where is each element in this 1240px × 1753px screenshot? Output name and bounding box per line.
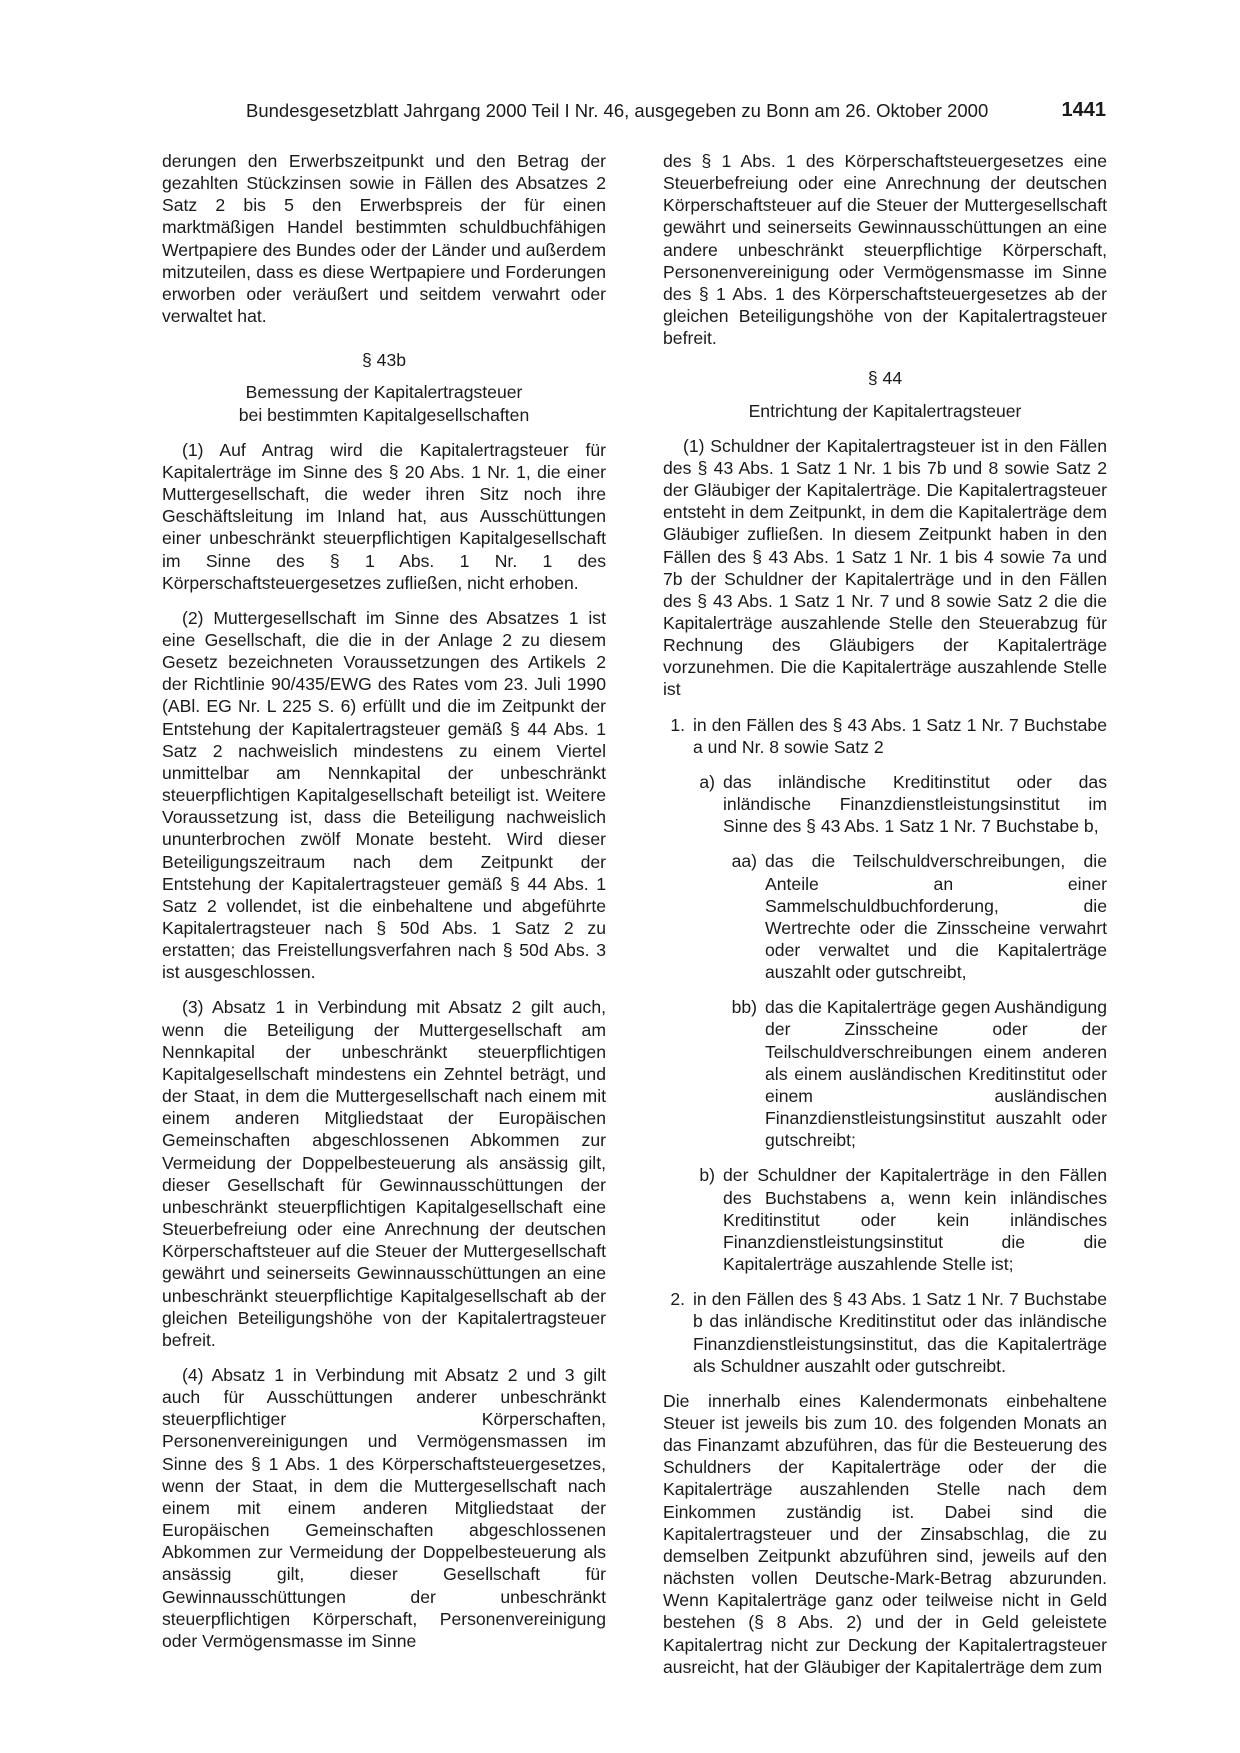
list-item (723, 996, 1107, 1151)
list-item (663, 1288, 1107, 1377)
page-header (246, 98, 1106, 124)
list-marker: 1. (670, 714, 685, 735)
paragraph: (1) Schuldner der Kapitalertragsteuer ist in den Fällen des § 43 Abs. 1 Satz 1 Nr. 1 bis 7b und 8 sowie Satz 2 der Gläubiger der Kapitalerträge. Die Kapitalertragsteuer entsteht in dem Zeitpunkt, in dem die Kapitalerträge dem Gläubiger zufließen. In diesem Zeitpunkt haben in den Fällen des § 43 Abs. 1 Satz 1 Nr. 1 bis 4 sowie 7a und 7b der Schuldner der Kapitalerträge und in den Fällen des § 43 Abs. 1 Satz 1 Nr. 7 und 8 sowie Satz 2 die die Kapitalerträge auszahlende Stelle den Steuerabzug für Rechnung des Gläubigers der Kapitalerträge vorzunehmen. Die die Kapitalerträge auszahlende Stelle ist (663, 435, 1107, 700)
paragraph-continuation: des § 1 Abs. 1 des Körperschaftsteuergesetzes eine Steuerbefreiung oder eine Anrechnung der deutschen Körperschaftsteuer auf die Steuer der Muttergesellschaft gewährt und seinerseits Gewinnausschüttungen an eine andere unbeschränkt steuerpflichtige Körperschaft, Personenvereinigung oder Vermögensmasse im Sinne des § 1 Abs. 1 des Körperschaftsteuergesetzes ab der gleichen Beteiligungshöhe von der Kapitalertragsteuer befreit. (663, 151, 1107, 349)
paragraph: (2) Muttergesellschaft im Sinne des Absatzes 1 ist eine Gesellschaft, die die in der Anlage 2 zu diesem Gesetz bezeichneten Voraussetzungen des Artikels 2 der Richtlinie 90/435/EWG des Rates vom 23. Juli 1990 (ABl. EG Nr. L 225 S. 6) erfüllt und die im Zeitpunkt der Entstehung der Kapitalertragsteuer gemäß § 44 Abs. 1 Satz 2 nachweislich mindestens zu einem Viertel unmittelbar am Nennkapital der unbeschränkt steuerpflichtigen Kapitalgesellschaft beteiligt ist. Weitere Voraussetzung ist, dass die Beteiligung nachweislich ununterbrochen zwölf Monate besteht. Wird dieser Beteiligungszeitraum nach dem Zeitpunkt der Entstehung der Kapitalertragsteuer gemäß § 44 Abs. 1 Satz 2 vollendet, ist die einbehaltene und abgeführte Kapitalertragsteuer nach § 50d Abs. 1 Satz 2 zu erstatten; das Freistellungsverfahren nach § 50d Abs. 3 ist ausgeschlossen. (162, 607, 606, 983)
list-item-text: in den Fällen des § 43 Abs. 1 Satz 1 Nr. 7 Buchstabe b das inländische Kreditinstitut oder das inländische Finanzdienstleistungsinstitut, das die Kapitalerträge als Schuldner auszahlt oder gutschreibt. (693, 1289, 1107, 1376)
list-item (663, 714, 1107, 758)
list-item (723, 850, 1107, 983)
section-title-line: bei bestimmten Kapitalgesellschaften (238, 404, 530, 425)
list-item-text: das inländische Kreditinstitut oder das inländische Finanzdienstleistungsinstitut im Sinne des § 43 Abs. 1 Satz 1 Nr. 7 Buchstabe b, (723, 771, 1107, 837)
section-title: Entrichtung der Kapitalertragsteuer (748, 400, 1022, 421)
paragraph: (1) Auf Antrag wird die Kapitalertragsteuer für Kapitalerträge im Sinne des § 20 Abs. 1 Nr. 1, die einer Muttergesellschaft, die weder ihren Sitz noch ihre Geschäftsleitung im Inland hat, aus Ausschüttungen einer unbeschränkt steuerpflichtigen Kapitalgesellschaft im Sinne des § 1 Abs. 1 Nr. 1 des Körperschaftsteuergesetzes zufließen, nicht erhoben. (162, 439, 606, 593)
left-column (162, 150, 606, 1652)
list-item (693, 771, 1107, 837)
list-marker: 2. (670, 1289, 685, 1310)
section-title-line: Bemessung der Kapitalertragsteuer (245, 382, 523, 403)
list-marker: a) (699, 771, 715, 792)
paragraph: Die innerhalb eines Kalendermonats einbehaltene Steuer ist jeweils bis zum 10. des folgenden Monats an das Finanzamt abzuführen, das für die Besteuerung des Schuldners der Kapitalerträge oder der die Kapitalerträge auszahlenden Stelle nach dem Einkommen zuständig ist. Dabei sind die Kapitalertragsteuer und der Zinsabschlag, die zu demselben Zeitpunkt abzuführen sind, jeweils auf den nächsten vollen Deutsche-Mark-Betrag abzurunden. Wenn Kapitalerträge ganz oder teilweise nicht in Geld bestehen (§ 8 Abs. 2) und der in Geld geleistete Kapitalertrag nicht zur Deckung der Kapitalertragsteuer ausreicht, hat der Gläubiger der Kapitalerträge dem zum (663, 1390, 1107, 1677)
list-item-text: das die Teilschuldverschreibungen, die Anteile an einer Sammelschuldbuchforderung, die Wertrechte oder die Zinsscheine verwahrt oder verwaltet und die Kapitalerträge auszahlt oder gutschreibt, (765, 851, 1107, 983)
paragraph: (4) Absatz 1 in Verbindung mit Absatz 2 und 3 gilt auch für Ausschüttungen anderer unbeschränkt steuerpflichtiger Körperschaften, Personenvereinigungen und Vermögensmassen im Sinne des § 1 Abs. 1 des Körperschaftsteuergesetzes, wenn der Staat, in dem die Muttergesellschaft nach einem mit einem anderen Mitgliedstaat der Europäischen Gemeinschaften abgeschlossenen Abkommen zur Vermeidung der Doppelbesteuerung als ansässig gilt, dieser Gesellschaft für Gewinnausschüttungen der unbeschränkt steuerpflichtigen Körperschaft, Personenvereinigung oder Vermögensmasse im Sinne (162, 1364, 606, 1651)
numbered-list (663, 714, 1107, 1377)
section-number: § 44 (867, 368, 903, 389)
section-number: § 43b (361, 350, 407, 371)
page-number: 1441 (1061, 99, 1106, 121)
list-marker: b) (699, 1165, 715, 1186)
list-item (693, 1164, 1107, 1275)
list-item-text: in den Fällen des § 43 Abs. 1 Satz 1 Nr. 7 Buchstabe a und Nr. 8 sowie Satz 2 (693, 714, 1107, 757)
list-item-text: der Schuldner der Kapitalerträge in den Fällen des Buchstabens a, wenn kein inländisches Kreditinstitut oder kein inländisches Finanzdienstleistungsinstitut die die Kapitalerträge auszahlende Stelle ist; (723, 1165, 1107, 1275)
running-header: Bundesgesetzblatt Jahrgang 2000 Teil I Nr. 46, ausgegeben zu Bonn am 26. Oktober 2000 (246, 100, 989, 121)
paragraph-continuation: derungen den Erwerbszeitpunkt und den Betrag der gezahlten Stückzinsen sowie in Fällen des Absatzes 2 Satz 2 bis 5 den Erwerbspreis der für einen marktmäßigen Handel bestimmten schuldbuchfähigen Wertpapiere des Bundes oder der Länder und außerdem mitzuteilen, dass es diese Wertpapiere und Forderungen erworben oder veräußert und seitdem verwahrt oder verwaltet hat. (162, 151, 606, 327)
list-marker: aa) (731, 851, 757, 872)
paragraph: (3) Absatz 1 in Verbindung mit Absatz 2 gilt auch, wenn die Beteiligung der Muttergesellschaft am Nennkapital der unbeschränkt steuerpflichtigen Kapitalgesellschaft mindestens ein Zehntel beträgt, und der Staat, in dem die Muttergesellschaft nach einem mit einem anderen Mitgliedstaat der Europäischen Gemeinschaften abgeschlossenen Abkommen zur Vermeidung der Doppelbesteuerung als ansässig gilt, dieser Gesellschaft für Gewinnausschüttungen der unbeschränkt steuerpflichtigen Kapitalgesellschaft eine Steuerbefreiung oder eine Anrechnung der deutschen Körperschaftsteuer auf die Steuer der Muttergesellschaft gewährt und seinerseits Gewinnausschüttungen an eine unbeschränkt steuerpflichtige Kapitalgesellschaft ab der gleichen Beteiligungshöhe von der Kapitalertragsteuer befreit. (162, 997, 606, 1350)
list-marker: bb) (731, 997, 757, 1018)
list-item-text: das die Kapitalerträge gegen Aushändigung der Zinsscheine oder der Teilschuldverschreibungen einem anderen als einem ausländischen Kreditinstitut oder einem ausländischen Finanzdienstleistungsinstitut auszahlt oder gutschreibt; (765, 997, 1107, 1151)
right-column (663, 150, 1107, 1678)
